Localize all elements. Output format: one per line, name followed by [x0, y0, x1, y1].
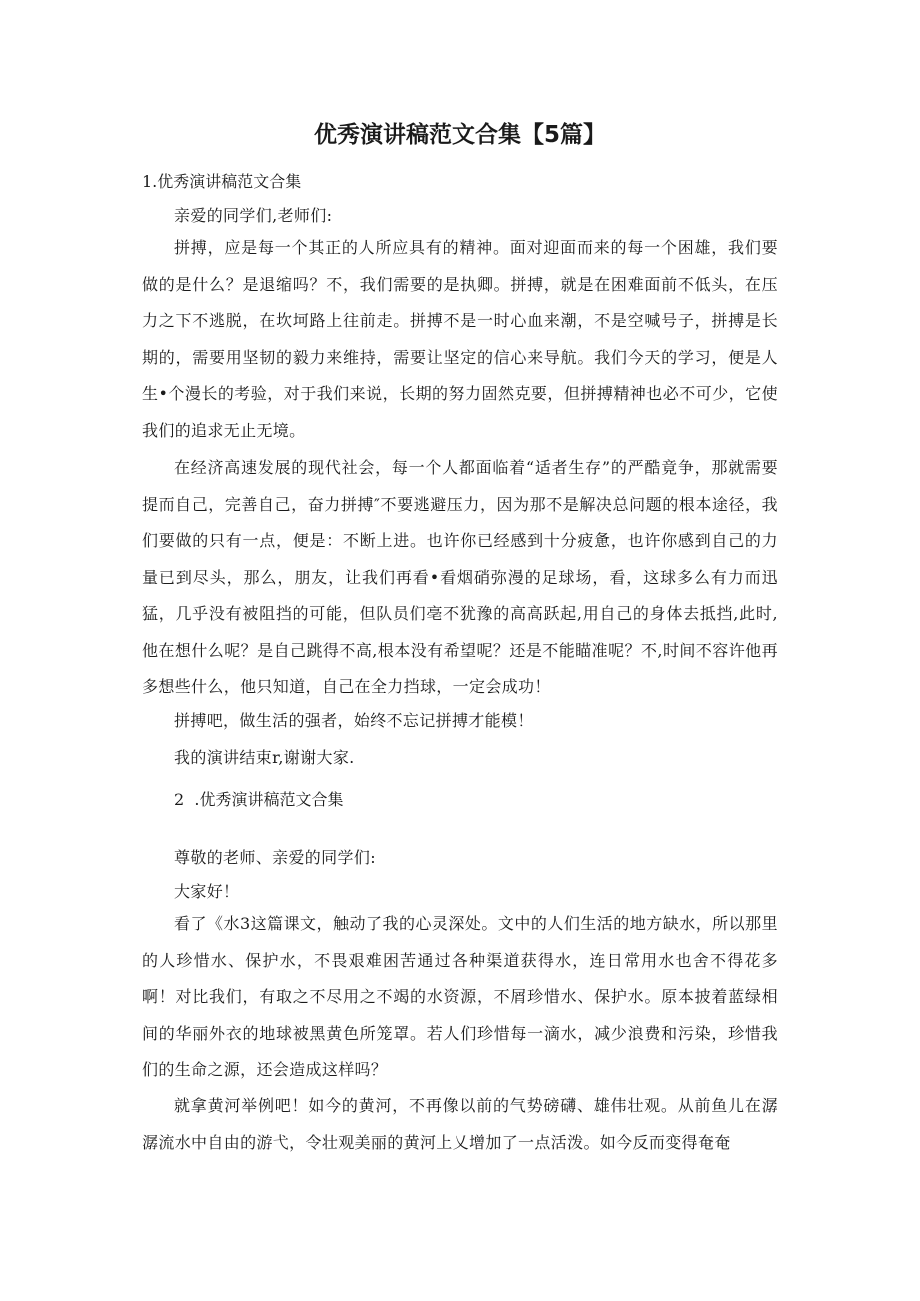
section-heading-2: 2 .优秀演讲稿范文合集: [174, 790, 344, 809]
section-heading-1: 1.优秀演讲稿范文合集: [142, 172, 302, 191]
closing-line-1: 拼搏吧，做生活的强者，始终不忘记拼搏才能模！: [174, 711, 534, 730]
paragraph-1-1: 拼搏，应是每一个其正的人所应具有的精神。面对迎面而来的每一个困雄，我们要做的是什么？是退缩吗？不，我们需要的是执卿。拼搏，就是在困难面前不低头，在压力之下不逃脱，在坎坷路上往前走。拼搏不是一时心血来潮，不是空喊号子，拼搏是长期的，需要用坚韧的毅力来维持，需要让坚定的信心来导航。我们今天的学习，便是人生•个漫长的考验，对于我们来说，长期的努力固然克要，但拼搏精神也必不可少，它使我们的追求无止无境。: [142, 238, 778, 440]
document-title: 优秀演讲稿范文合集【5篇】: [313, 122, 606, 148]
closing-line-2: 我的演讲结束r,谢谢大家.: [174, 748, 355, 767]
paragraph-1-2: 在经济高速发展的现代社会，每一个人都面临着“适者生存”的严酷竟争，那就需要提而自己，完善自己，奋力拼搏″不要逃避压力，因为那不是解决总问题的根本途径，我们要做的只有一点，便是：不断上进。也许你已经感到十分疲惫，也许你感到自己的力量已到尽头，那么，朋友，让我们再看•看烟硝弥漫的足球场，看，这球多么有力而迅猛，几乎没有被阻挡的可能，但队员们亳不犹豫的高高跃起,用自己的身体去抵挡,此时,他在想什么呢？是自己跳得不高,根本没有希望呢？还是不能瞄准呢？不,时间不容许他再多想些什么，他只知道，自己在全力挡球，一定会成功！: [142, 458, 778, 696]
paragraph-2-1: 看了《水3这篇课文，触动了我的心灵深处。文中的人们生活的地方缺水，所以那里的人珍惜水、保护水，不畏艰难困苦通过各种渠道获得水，连日常用水也舍不得花多啊！对比我们，有取之不尽用之不竭的水资源，不屑珍惜水、保护水。原本披着蓝绿相间的华丽外衣的地球被黑黄色所笼罩。若人们珍惜每一滴水，减少浪费和污染，珍惜我们的生命之源，还会造成这样吗？: [142, 914, 778, 1079]
hello-line: 大家好！: [174, 882, 240, 901]
greeting-1: 亲爱的同学们,老师们:: [174, 206, 333, 225]
paragraph-2-2: 就拿黄河举例吧！如今的黄河，不再像以前的气势磅礴、雄伟壮观。从前鱼儿在潺潺流水中自由的游弋，令壮观美丽的黄河上乂增加了一点活泼。如今反而变得奄奄: [142, 1096, 778, 1152]
greeting-2: 尊敬的老师、亲爱的同学们:: [174, 848, 376, 867]
